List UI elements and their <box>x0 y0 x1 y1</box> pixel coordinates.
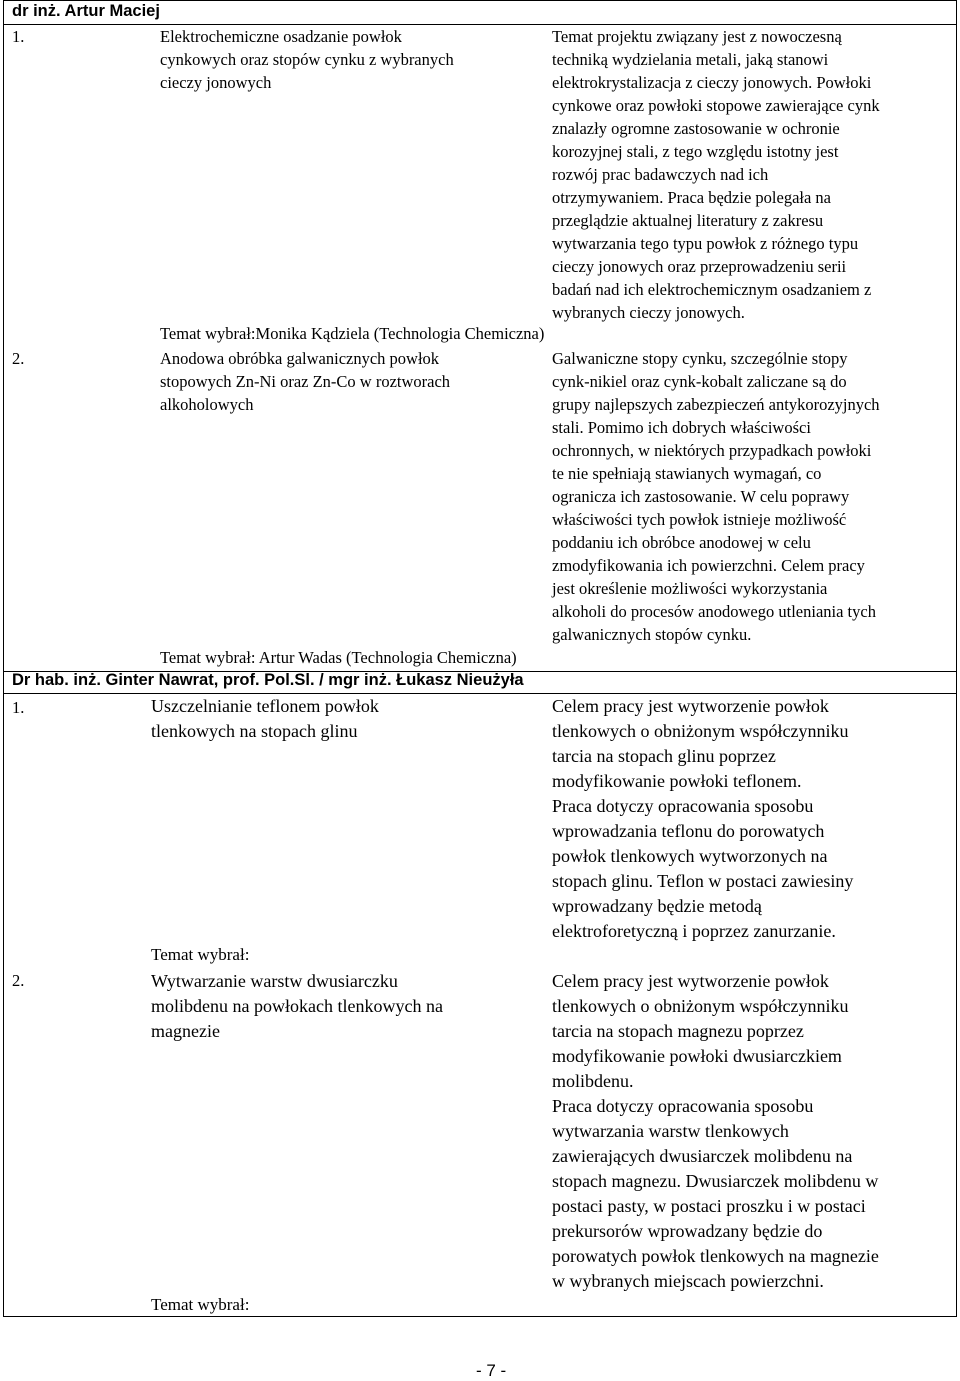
topic-title: Wytwarzanie warstw dwusiarczku molibdenu na powłokach tlenkowych na magnezie <box>151 971 443 1041</box>
topic-number: 2. <box>12 971 25 990</box>
topic-description: Temat projektu związany jest z nowoczesną techniką wydzielania metali, jaką stanowi elektrokrystalizacja z cieczy jonowych. Powłoki cynkowe oraz powłoki stopowe zawierające cynk znalazły ogromne zastosowanie w ochronie korozyjnej stali, z tego względu istotny jest rozwój prac badawczych nad ich otrzymywaniem. Praca będzie polegała na przeglądzie aktualnej literatury z zakresu wytwarzania tego typu powłok z różnego typu cieczy jonowych oraz przeprowadzeniu serii badań nad ich elektrochemicznym osadzaniem z wybranych cieczy jonowych. <box>552 27 880 322</box>
topic-description: Galwaniczne stopy cynku, szczególnie stopy cynk-nikiel oraz cynk-kobalt zaliczane są do grupy najlepszych zabezpieczeń antykorozyjnych stali. Pomimo ich dobrych właściwości ochronnych, w niektórych przypadkach powłoki te nie spełniają stawianych wymagań, co ogranicza ich zastosowanie. W celu poprawy właściwości tych powłok istnieje możliwość poddaniu ich obróbce anodowej w celu zmodyfikowania ich powierzchni. Celem pracy jest określenie możliwości wykorzystania alkoholi do procesów anodowego utleniania tych galwanicznych stopów cynku. <box>552 349 880 644</box>
page-number: - 7 - <box>476 1361 507 1380</box>
supervisor-header: Dr hab. inż. Ginter Nawrat, prof. Pol.Sl. / mgr inż. Łukasz Nieużyła <box>12 671 524 689</box>
chosen-by: Temat wybrał:Monika Kądziela (Technologia Chemiczna) <box>160 324 545 343</box>
topic-title: Uszczelnianie teflonem powłok tlenkowych na stopach glinu <box>151 696 379 741</box>
chosen-by: Temat wybrał: <box>151 1295 250 1314</box>
topic-description: Celem pracy jest wytworzenie powłok tlenkowych o obniżonym współczynniku tarcia na stopach magnezu poprzez modyfikowanie powłoki dwusiarczkiem molibdenu. Praca dotyczy opracowania sposobu wytwarzania warstw tlenkowych zawierających dwusiarczek molibdenu na stopach magnezu. Dwusiarczek molibdenu w postaci pasty, w postaci proszku i w postaci prekursorów wprowadzany będzie do porowatych powłok tlenkowych na magnezie w wybranych miejscach powierzchni. <box>552 971 879 1291</box>
topic-title: Elektrochemiczne osadzanie powłok cynkowych oraz stopów cynku z wybranych cieczy jonowych <box>160 27 454 92</box>
chosen-by: Temat wybrał: <box>151 945 250 964</box>
topic-description: Celem pracy jest wytworzenie powłok tlenkowych o obniżonym współczynniku tarcia na stopach glinu poprzez modyfikowanie powłoki teflonem. Praca dotyczy opracowania sposobu wprowadzania teflonu do porowatych powłok tlenkowych wytworzonych na stopach glinu. Teflon w postaci zawiesiny wprowadzany będzie metodą elektroforetyczną i poprzez zanurzanie. <box>552 696 854 941</box>
supervisor-header: dr inż. Artur Maciej <box>12 2 160 20</box>
topic-number: 1. <box>12 27 25 46</box>
topic-title: Anodowa obróbka galwanicznych powłok stopowych Zn-Ni oraz Zn-Co w roztworach alkoholowych <box>160 349 451 414</box>
topic-number: 2. <box>12 349 25 368</box>
topic-number: 1. <box>12 698 25 717</box>
chosen-by: Temat wybrał: Artur Wadas (Technologia Chemiczna) <box>160 648 517 667</box>
